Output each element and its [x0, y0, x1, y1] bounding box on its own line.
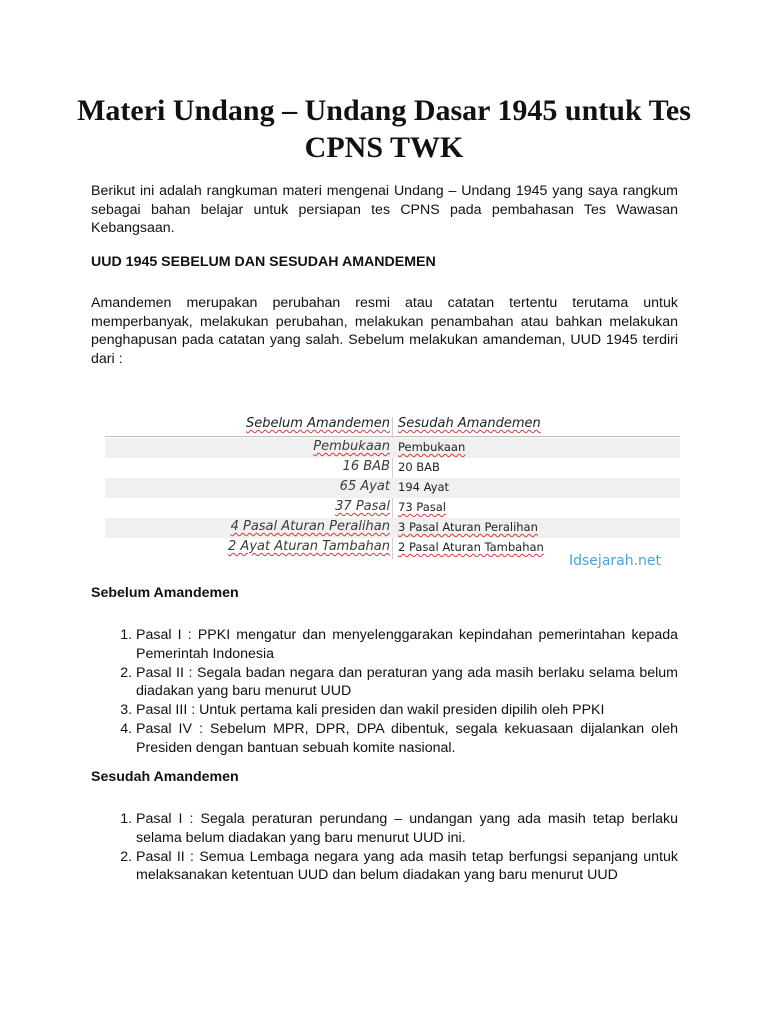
section-heading: UUD 1945 SEBELUM DAN SESUDAH AMANDEMEN: [91, 254, 436, 270]
header-before: Sebelum Amandemen: [245, 416, 390, 431]
cell-before: 2 Ayat Aturan Tambahan: [228, 539, 390, 554]
table-row: [105, 478, 680, 498]
table-row: [105, 458, 680, 478]
page-title: Materi Undang – Undang Dasar 1945 untuk Tes CPNS TWK: [77, 94, 691, 164]
table-row: [105, 438, 680, 458]
before-heading: Sebelum Amandemen: [91, 585, 239, 601]
section-paragraph: Amandemen merupakan perubahan resmi atau catatan tertentu terutama untuk memperbanyak, melakukan perubahan, melakukan penambahan atau bahkan melakukan penghapusan pada catatan yang salah. Sebelum melakukan amandeman, UUD 1945 terdiri dari :: [91, 295, 678, 367]
cell-after: Pembukaan: [398, 440, 466, 454]
cell-before: 65 Ayat: [339, 479, 390, 494]
cell-after: 20 BAB: [398, 460, 440, 474]
list-item: 4. Pasal IV : Sebelum MPR, DPR, DPA dibentuk, segala kekuasaan dijalankan oleh Presiden dengan bantuan sebuah komite nasional.: [136, 720, 678, 757]
table-row: [105, 518, 680, 538]
cell-after: 73 Pasal: [398, 500, 446, 514]
list-item: 1. Pasal I : Segala peraturan perundang – undangan yang ada masih tetap berlaku selama belum diadakan yang baru menurut UUD ini.: [136, 810, 678, 847]
after-list: [91, 810, 678, 885]
after-heading: Sesudah Amandemen: [91, 769, 239, 785]
cell-before: 4 Pasal Aturan Peralihan: [230, 519, 390, 534]
cell-after: 3 Pasal Aturan Peralihan: [398, 520, 538, 534]
comparison-table-figure: [105, 415, 680, 580]
before-list: [91, 626, 678, 758]
watermark-label: Idsejarah.net: [569, 553, 662, 569]
cell-before: 37 Pasal: [335, 499, 390, 514]
header-after: Sesudah Amandemen: [398, 416, 541, 431]
cell-after: 194 Ayat: [398, 480, 450, 494]
table-row: [105, 498, 680, 518]
intro-paragraph: Berikut ini adalah rangkuman materi mengenai Undang – Undang 1945 yang saya rangkum sebagai bahan belajar untuk persiapan tes CPNS pada pembahasan Tes Wawasan Kebangsaan.: [91, 183, 678, 236]
list-item: 2. Pasal II : Semua Lembaga negara yang ada masih tetap berfungsi sepanjang untuk melaksanakan ketentuan UUD dan belum diadakan yang baru menurut UUD: [136, 848, 678, 885]
list-item: 1. Pasal I : PPKI mengatur dan menyelenggarakan kepindahan pemerintahan kepada Pemerintah Indonesia: [136, 626, 678, 663]
cell-before: 16 BAB: [342, 459, 390, 474]
list-item: 3. Pasal III : Untuk pertama kali presiden dan wakil presiden dipilih oleh PPKI: [136, 701, 678, 720]
cell-before: Pembukaan: [313, 439, 390, 454]
cell-after: 2 Pasal Aturan Tambahan: [398, 540, 544, 554]
list-item: 2. Pasal II : Segala badan negara dan peraturan yang ada masih berlaku selama belum diadakan yang baru menurut UUD: [136, 664, 678, 701]
